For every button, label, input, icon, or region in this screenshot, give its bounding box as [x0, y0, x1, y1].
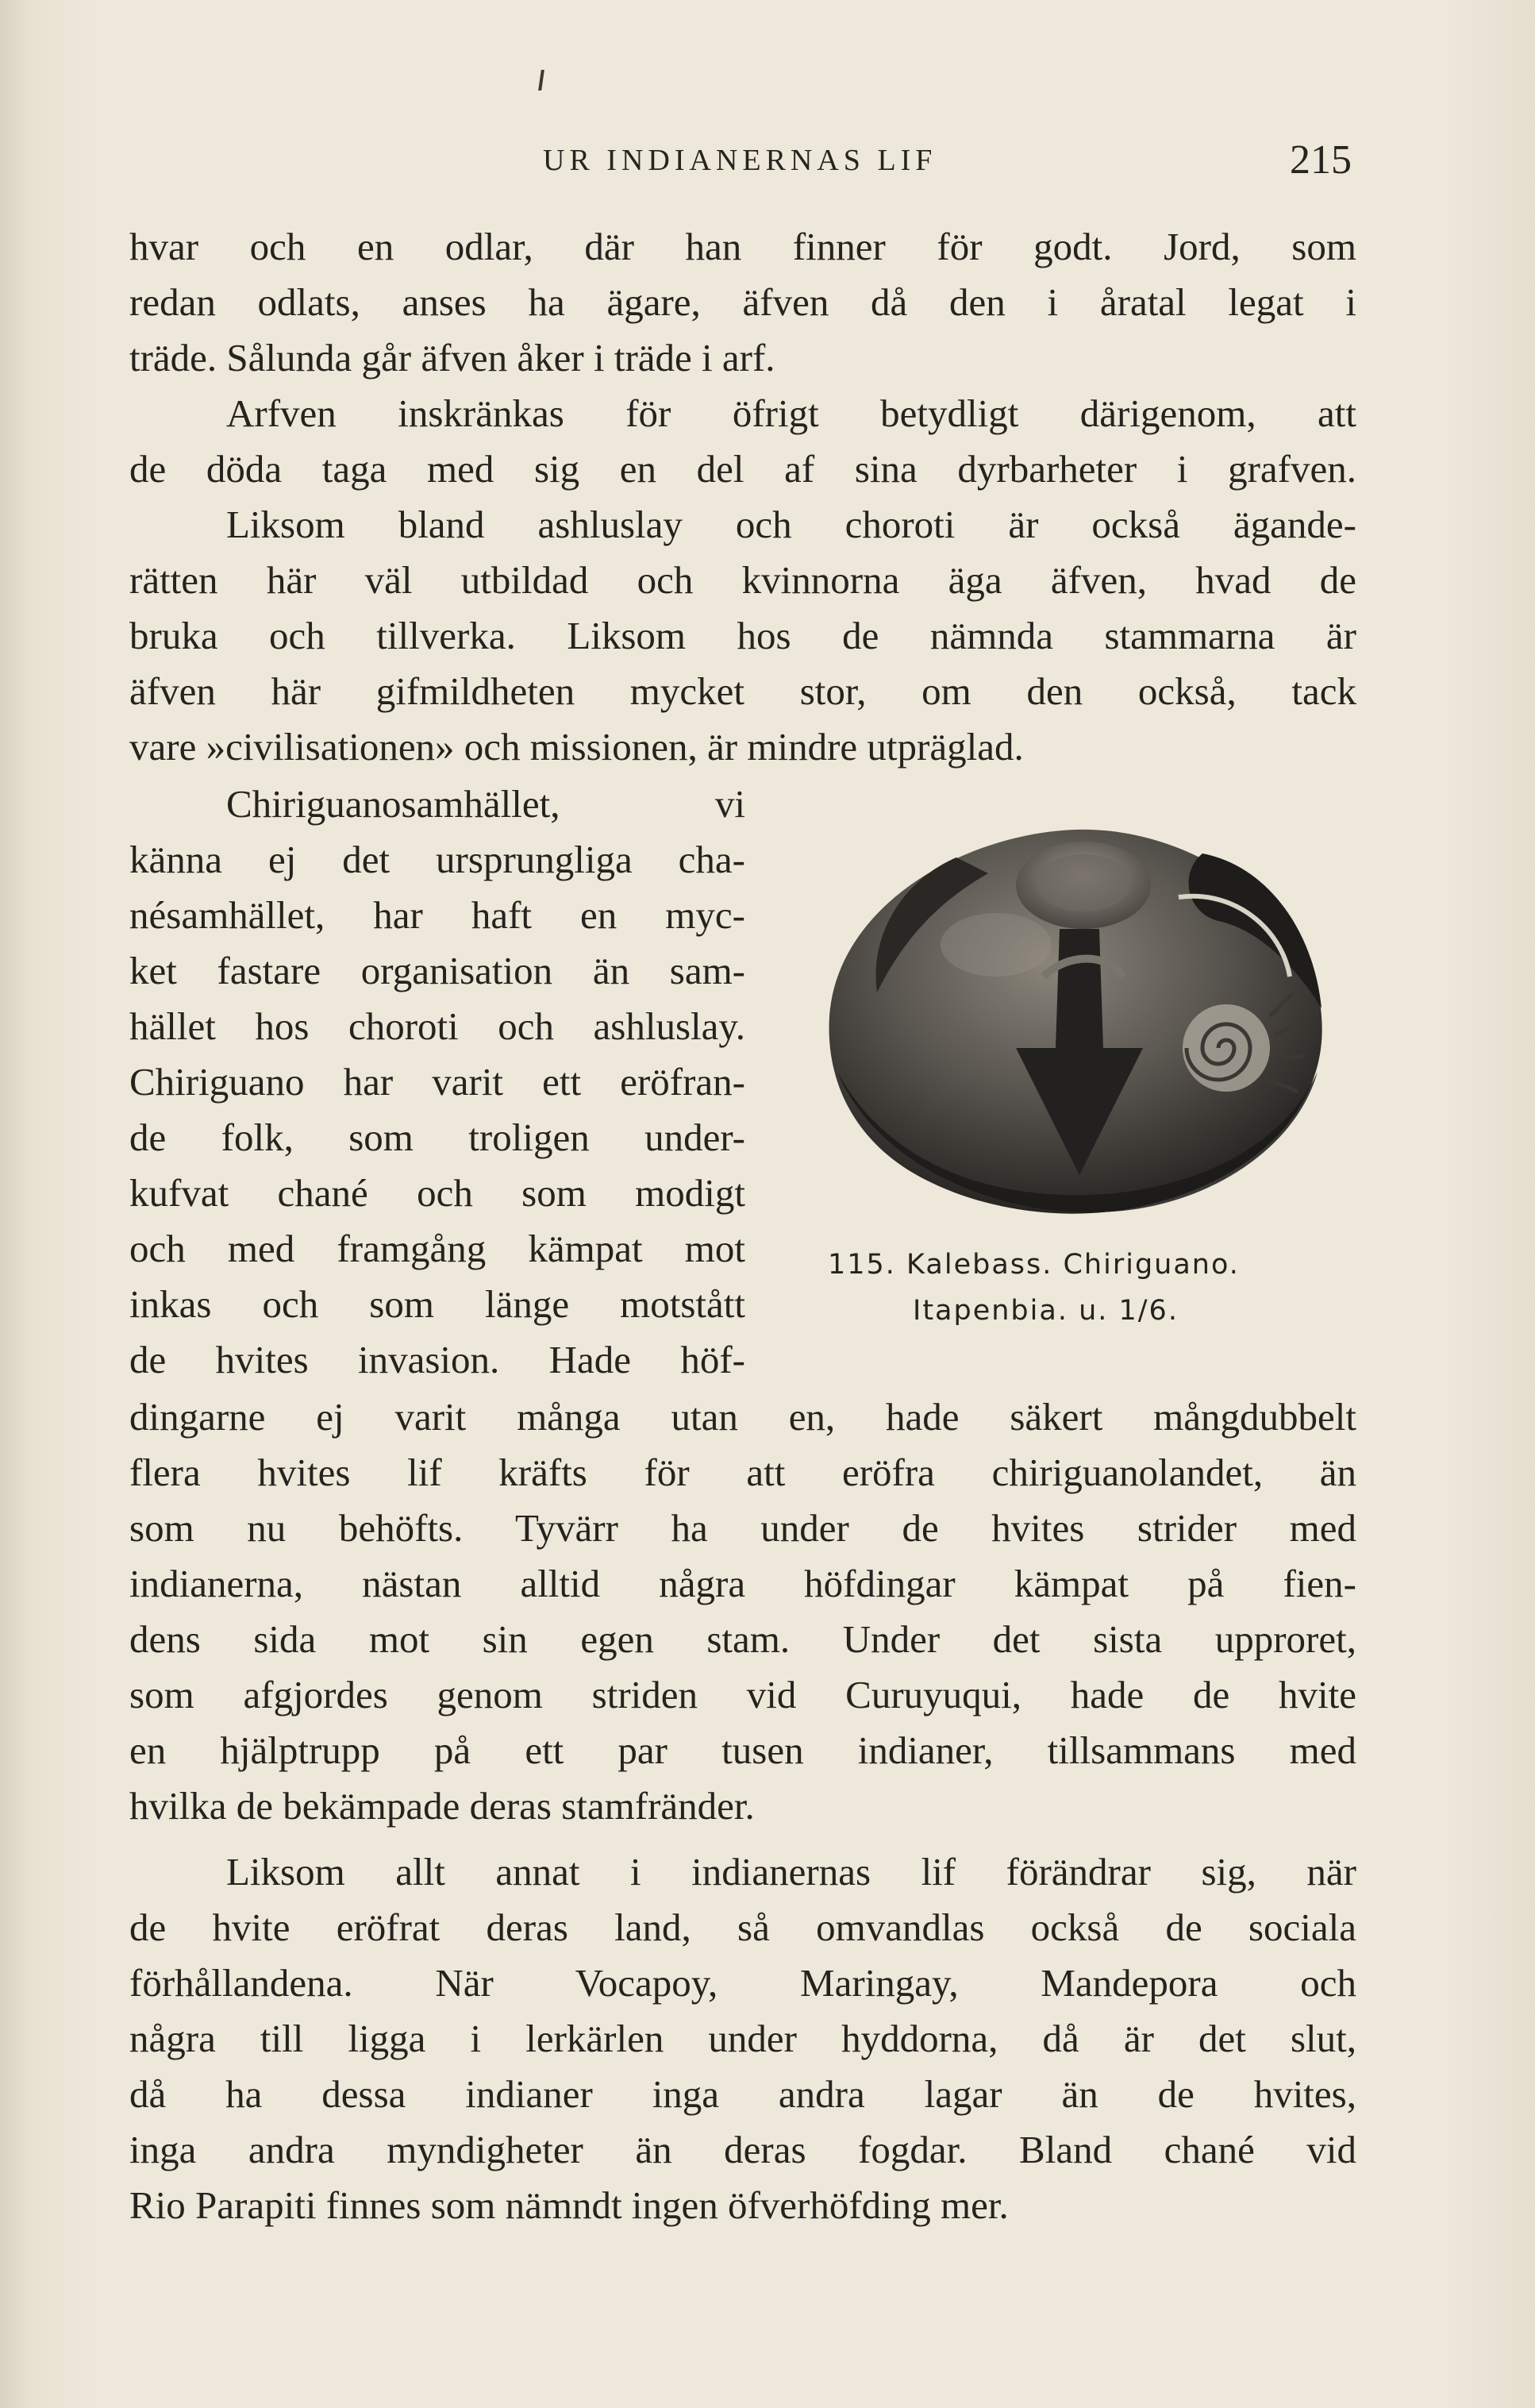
calabash-image: [806, 810, 1333, 1243]
text-line: kufvat chané och som modigt: [129, 1171, 745, 1215]
figure-caption-line2: Itapenbia. u. 1/6.: [913, 1295, 1179, 1327]
text-line: de döda taga med sig en del af sina dyrbarheter i grafven.: [129, 447, 1356, 491]
text-line: ket fastare organisation än sam-: [129, 949, 745, 992]
text-line: indianerna, nästan alltid några höfdingar kämpat på fien-: [129, 1562, 1356, 1605]
text-line: rätten här väl utbildad och kvinnorna äga äfven, hvad de: [129, 558, 1356, 602]
text-line: de hvite eröfrat deras land, så omvandlas också de sociala: [129, 1905, 1356, 1949]
text-line: dens sida mot sin egen stam. Under det sista upproret,: [129, 1617, 1356, 1661]
text-line: Chiriguano har varit ett eröfran-: [129, 1060, 745, 1104]
text-line: träde. Sålunda går äfven åker i träde i arf.: [129, 336, 775, 380]
text-line: hvilka de bekämpade deras stamfränder.: [129, 1784, 755, 1828]
running-head: UR INDIANERNAS LIF: [543, 144, 937, 177]
text-line: de hvites invasion. Hade höf-: [129, 1338, 745, 1381]
text-line: de folk, som troligen under-: [129, 1115, 745, 1159]
text-line: förhållandena. När Vocapoy, Maringay, Mandepora och: [129, 1961, 1356, 2005]
text-line: vare »civilisationen» och missionen, är mindre utpräglad.: [129, 725, 1024, 769]
text-line: Rio Parapiti finnes som nämndt ingen öfverhöfding mer.: [129, 2183, 1009, 2227]
text-line: Liksom bland ashluslay och choroti är också ägande-: [226, 503, 1356, 546]
text-line: känna ej det ursprungliga cha-: [129, 838, 745, 881]
text-line: Chiriguanosamhället, vi: [226, 782, 745, 826]
text-line: inkas och som länge motstått: [129, 1282, 745, 1326]
page-number: 215: [1290, 137, 1352, 183]
text-line: hvar och en odlar, där han finner för godt. Jord, som: [129, 225, 1356, 268]
text-line: Arfven inskränkas för öfrigt betydligt därigenom, att: [226, 391, 1356, 435]
calabash-figure: [806, 810, 1333, 1243]
text-line: redan odlats, anses ha ägare, äfven då den i åratal legat i: [129, 280, 1356, 324]
text-line: äfven här gifmildheten mycket stor, om den också, tack: [129, 669, 1356, 713]
text-line: som afgjordes genom striden vid Curuyuqui, hade de hvite: [129, 1673, 1356, 1716]
text-line: nésamhället, har haft en myc-: [129, 893, 745, 937]
text-line: som nu behöfts. Tyvärr ha under de hvites strider med: [129, 1506, 1356, 1550]
text-line: flera hvites lif kräfts för att eröfra chiriguanolandet, än: [129, 1451, 1356, 1494]
printer-mark: [538, 70, 544, 91]
text-line: en hjälptrupp på ett par tusen indianer, tillsammans med: [129, 1728, 1356, 1772]
text-line: några till ligga i lerkärlen under hyddorna, då är det slut,: [129, 2017, 1356, 2060]
text-line: Liksom allt annat i indianernas lif förändrar sig, när: [226, 1850, 1356, 1894]
text-line: bruka och tillverka. Liksom hos de nämnda stammarna är: [129, 614, 1356, 657]
text-line: dingarne ej varit många utan en, hade säkert mångdubbelt: [129, 1395, 1356, 1439]
figure-caption-line1: 115. Kalebass. Chiriguano.: [828, 1249, 1240, 1281]
text-line: och med framgång kämpat mot: [129, 1227, 745, 1270]
text-line: hället hos choroti och ashluslay.: [129, 1004, 745, 1048]
text-line: inga andra myndigheter än deras fogdar. Bland chané vid: [129, 2128, 1356, 2171]
text-line: då ha dessa indianer inga andra lagar än de hvites,: [129, 2072, 1356, 2116]
